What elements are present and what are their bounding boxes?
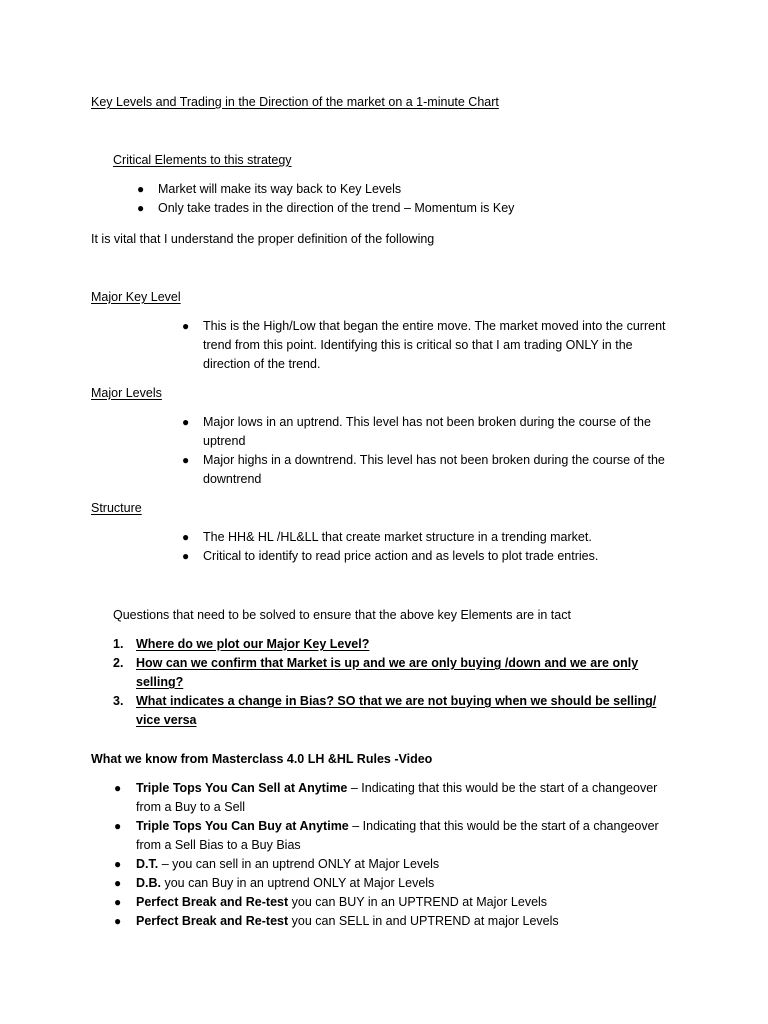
bullet-icon: ●: [137, 182, 145, 196]
bullet-icon: ●: [182, 549, 190, 563]
bullet-icon: ●: [114, 895, 122, 909]
major-levels-heading: Major Levels: [91, 386, 162, 400]
list-item: ● D.T. – you can sell in an uptrend ONLY at Major Levels: [114, 855, 669, 874]
bullet-icon: ●: [114, 781, 122, 795]
list-item: ● Perfect Break and Re-test you can BUY in an UPTREND at Major Levels: [114, 893, 669, 912]
question-number: 3.: [113, 694, 124, 708]
bullet-icon: ●: [137, 201, 145, 215]
structure-heading: Structure: [91, 501, 142, 515]
critical-heading: Critical Elements to this strategy: [113, 153, 292, 167]
list-item: [113, 692, 683, 730]
list-item: ● Critical to identify to read price action and as levels to plot trade entries.: [182, 547, 702, 566]
bullet-icon: ●: [114, 914, 122, 928]
vital-text: It is vital that I understand the proper definition of the following: [91, 232, 435, 246]
bullet-icon: ●: [182, 453, 190, 467]
list-item: ● D.B. you can Buy in an uptrend ONLY at Major Levels: [114, 874, 669, 893]
question-text: What indicates a change in Bias? SO that we are not buying when we should be selling/ vice versa: [136, 694, 657, 727]
question-number: 1.: [113, 637, 124, 651]
list-item: ● Market will make its way back to Key Levels: [137, 180, 697, 199]
list-item: ● Triple Tops You Can Sell at Anytime – Indicating that this would be the start of a changeover from a Buy to a Sell: [114, 781, 658, 814]
critical-list: [137, 180, 697, 218]
bullet-icon: ●: [182, 319, 190, 333]
list-item: ● Only take trades in the direction of the trend – Momentum is Key: [137, 199, 697, 218]
bullet-icon: ●: [114, 857, 122, 871]
bullet-icon: ●: [114, 819, 122, 833]
bullet-icon: ●: [182, 415, 190, 429]
list-item: ● This is the High/Low that began the entire move. The market moved into the current trend from this point. Identifying this is critical so that I am trading ONLY in the direction of the trend.: [182, 319, 666, 371]
question-text: Where do we plot our Major Key Level?: [136, 637, 370, 651]
masterclass-heading: What we know from Masterclass 4.0 LH &HL Rules -Video: [91, 752, 433, 766]
list-item: [113, 654, 683, 692]
masterclass-list: [114, 779, 669, 931]
list-item: ● Triple Tops You Can Buy at Anytime – Indicating that this would be the start of a changeover from a Sell Bias to a Buy Bias: [114, 819, 659, 852]
question-number: 2.: [113, 656, 124, 670]
questions-intro: Questions that need to be solved to ensure that the above key Elements are in tact: [113, 608, 571, 622]
list-item: ● Perfect Break and Re-test you can SELL in and UPTREND at major Levels: [114, 912, 669, 931]
list-item: [113, 635, 683, 654]
bullet-icon: ●: [182, 530, 190, 544]
question-text: How can we confirm that Market is up and we are only buying /down and we are only selling?: [136, 656, 639, 689]
bullet-icon: ●: [114, 876, 122, 890]
list-item: ● The HH& HL /HL&LL that create market structure in a trending market.: [182, 528, 702, 547]
major-key-level-list: [182, 317, 682, 374]
structure-list: [182, 528, 702, 566]
list-item: ● Major lows in an uptrend. This level has not been broken during the course of the uptrend: [182, 415, 651, 448]
list-item: ● Major highs in a downtrend. This level has not been broken during the course of the downtrend: [182, 453, 665, 486]
questions-list: [113, 635, 683, 730]
major-key-level-heading: Major Key Level: [91, 290, 181, 304]
document-title: Key Levels and Trading in the Direction of the market on a 1-minute Chart: [91, 95, 499, 109]
major-levels-list: [182, 413, 682, 489]
